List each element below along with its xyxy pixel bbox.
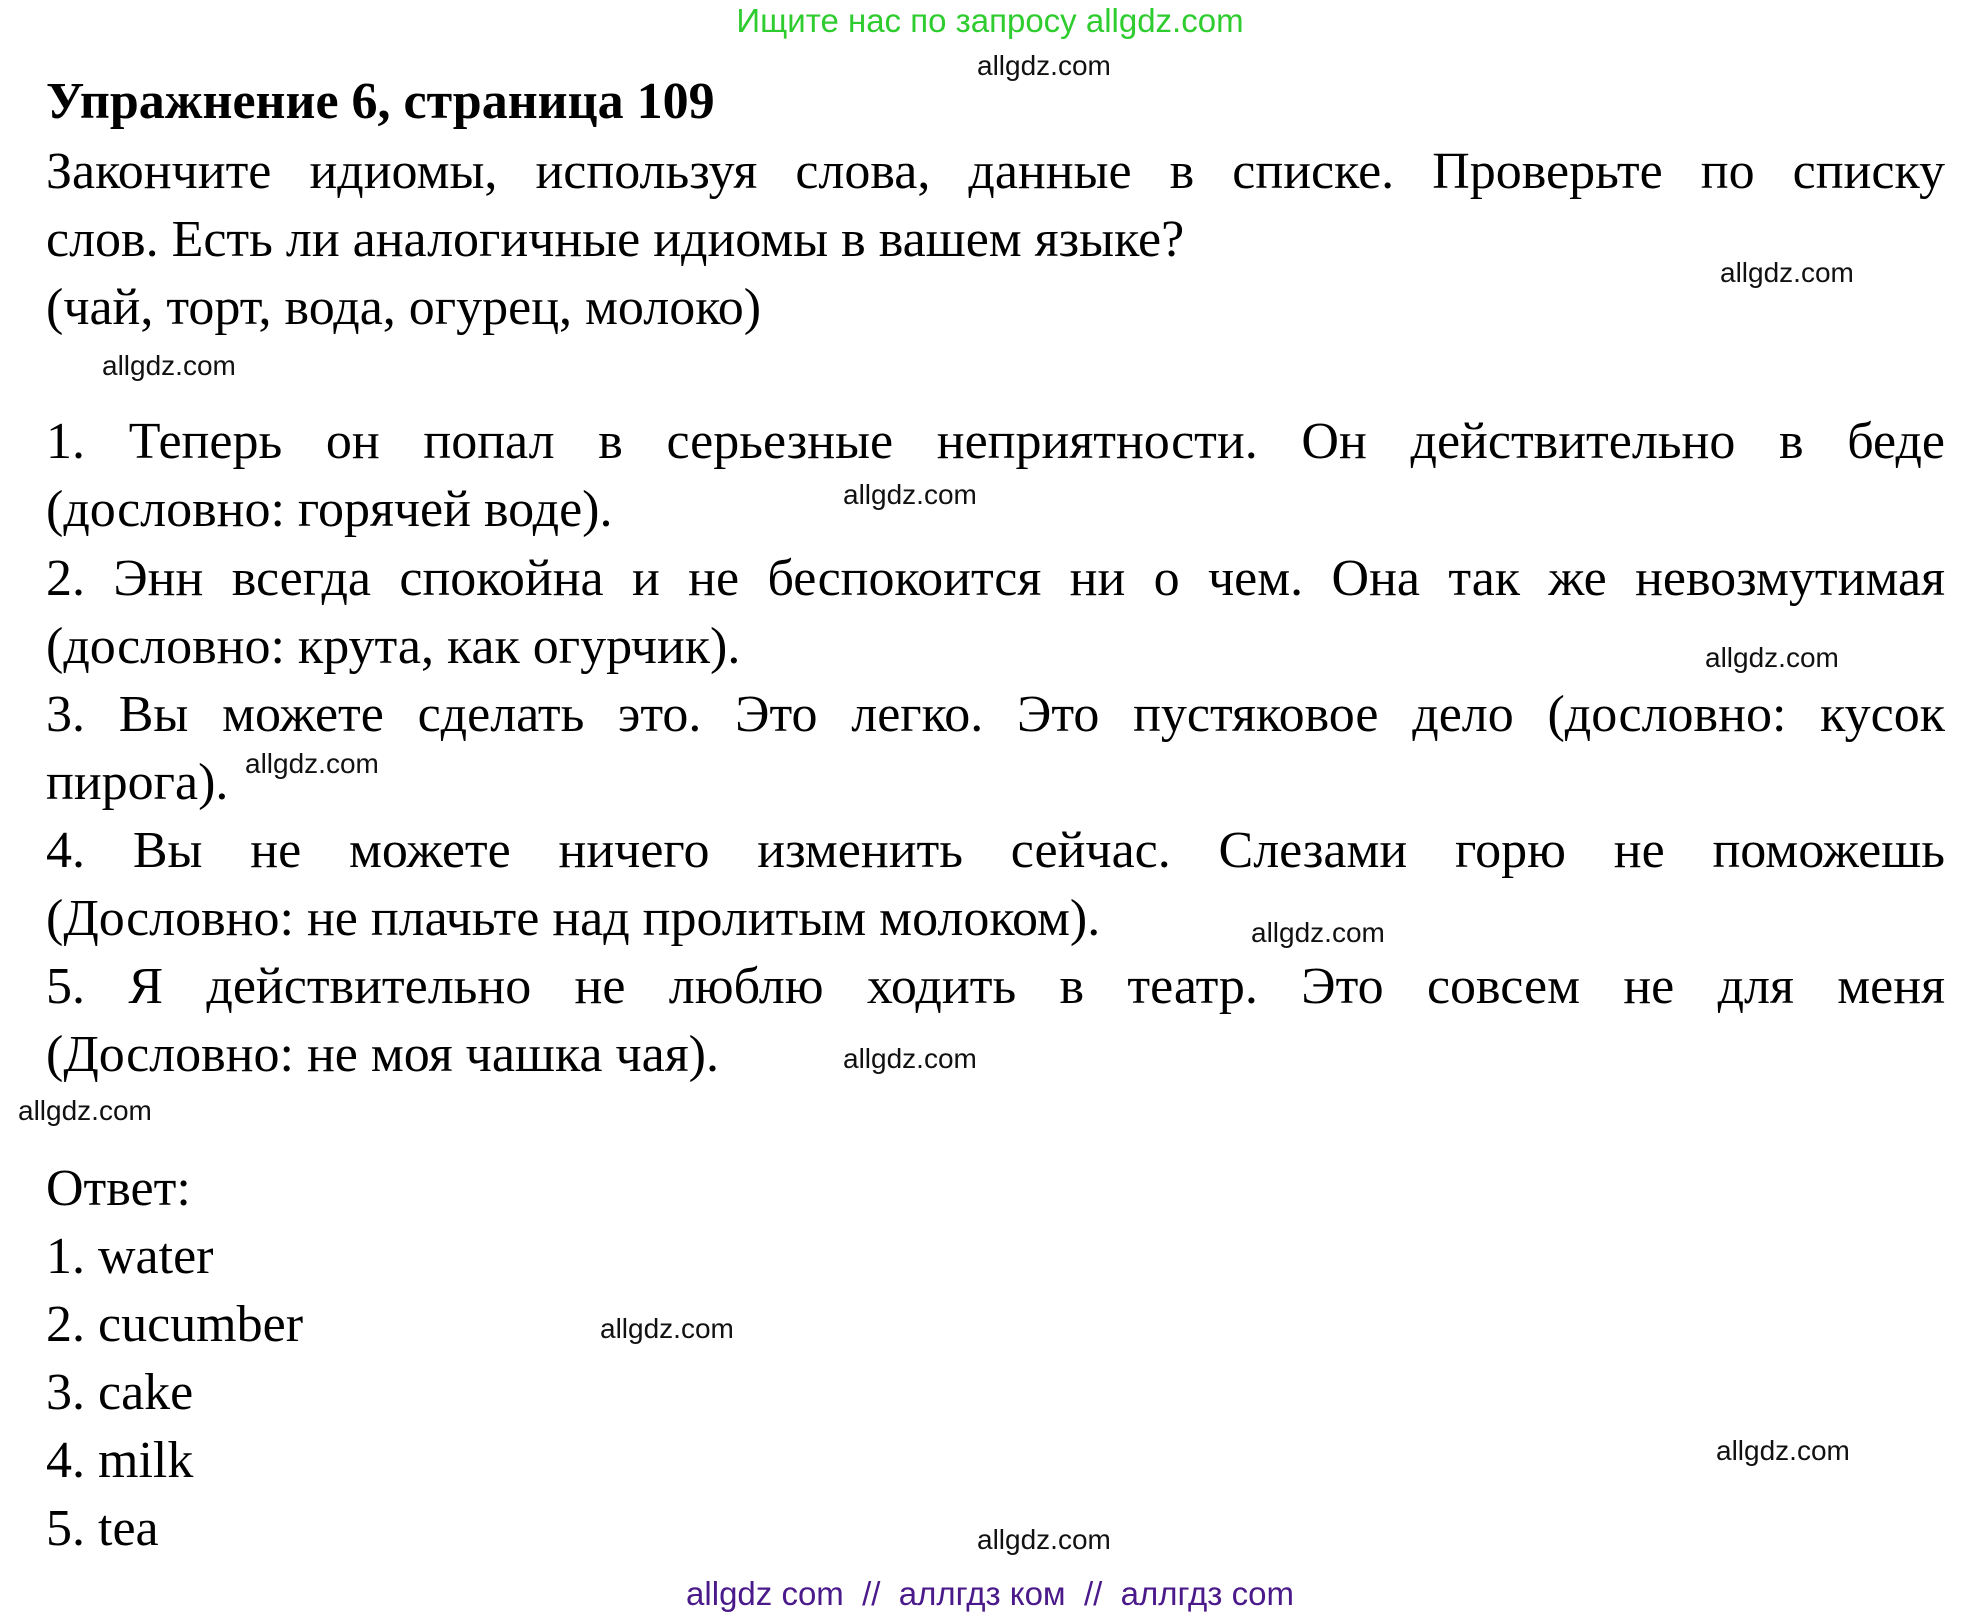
answer-label: Ответ: [46, 1160, 191, 1217]
item-line: 1. Теперь он попал в серьезные неприятности. Он действительно в беде [46, 413, 1945, 470]
instruction-line: слов. Есть ли аналогичные идиомы в вашем языке? [46, 211, 1185, 268]
item-line: 3. Вы можете сделать это. Это легко. Это пустяковое дело (дословно: кусок [46, 686, 1945, 743]
item-line: (Дословно: не моя чашка чая). [46, 1026, 719, 1083]
item-line: (дословно: горячей воде). [46, 481, 613, 538]
item-line: 5. Я действительно не люблю ходить в театр. Это совсем не для меня [46, 958, 1945, 1015]
page-title: Упражнение 6, страница 109 [46, 73, 715, 130]
footer-links: allgdz com // аллгдз ком // аллгдз com [686, 1575, 1294, 1612]
answer-line: 3. cake [46, 1364, 194, 1421]
watermark: allgdz.com [1705, 642, 1839, 673]
watermark: allgdz.com [102, 350, 236, 381]
watermark: allgdz.com [245, 748, 379, 779]
watermark: allgdz.com [843, 479, 977, 510]
watermark: allgdz.com [1251, 917, 1385, 948]
answer-line: 2. cucumber [46, 1296, 304, 1353]
item-line: пирога). [46, 754, 229, 811]
watermark: allgdz.com [977, 50, 1111, 81]
watermark: allgdz.com [843, 1043, 977, 1074]
watermark: allgdz.com [1720, 257, 1854, 288]
answer-line: 5. tea [46, 1500, 159, 1557]
answer-line: 1. water [46, 1228, 214, 1285]
watermark: allgdz.com [1716, 1435, 1850, 1466]
watermark: allgdz.com [977, 1524, 1111, 1555]
item-line: 2. Энн всегда спокойна и не беспокоится ни о чем. Она так же невозмутимая [46, 550, 1945, 607]
watermark: allgdz.com [600, 1313, 734, 1344]
watermark: allgdz.com [18, 1095, 152, 1126]
item-line: 4. Вы не можете ничего изменить сейчас. Слезами горю не поможешь [46, 822, 1945, 879]
item-line: (Дословно: не плачьте над пролитым молоком). [46, 890, 1101, 947]
word-list: (чай, торт, вода, огурец, молоко) [46, 279, 762, 336]
search-banner: Ищите нас по запросу allgdz.com [736, 2, 1244, 39]
item-line: (дословно: крута, как огурчик). [46, 618, 741, 675]
answer-line: 4. milk [46, 1432, 194, 1489]
instruction-line: Закончите идиомы, используя слова, данные в списке. Проверьте по списку [46, 143, 1945, 200]
